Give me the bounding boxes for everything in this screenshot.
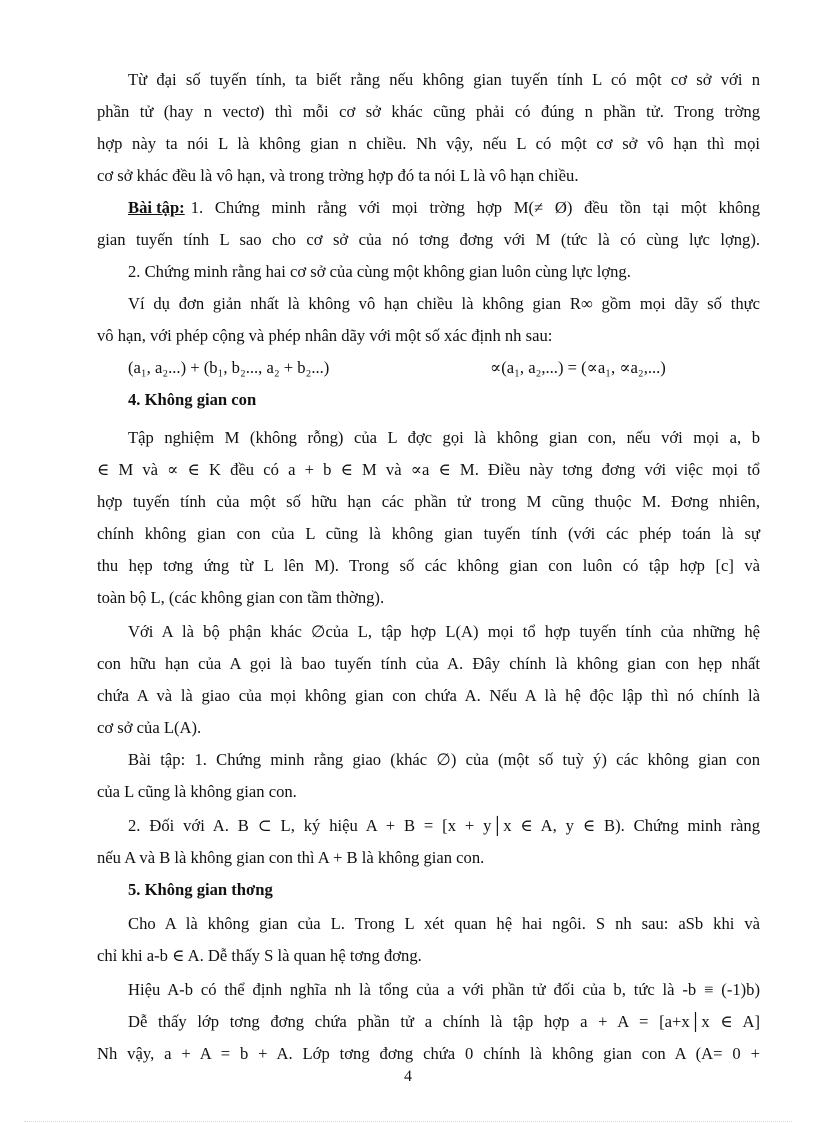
section-heading: 5. Không gian thơng xyxy=(128,880,273,899)
paragraph-line: Từ đại số tuyến tính, ta biết rằng nếu không gian tuyến tính L có một cơ sở với n xyxy=(128,70,760,89)
paragraph-line: Với A là bộ phận khác ∅của L, tập hợp L(A) mọi tổ hợp tuyến tính của những hệ xyxy=(128,622,760,641)
paragraph-line: gian tuyến tính L sao cho cơ sở của nó tơng đơng với M (tức là có cùng lực lợng). xyxy=(97,230,760,249)
formula-scalar: ∝(a₁, a₂,...) = (∝a₁, ∝a₂,...) xyxy=(490,358,666,377)
paragraph-line: Nh vậy, a + A = b + A. Lớp tơng đơng chứa 0 chính là không gian con A (A= 0 + xyxy=(97,1044,760,1063)
paragraph-line: phần tử (hay n vectơ) thì mỗi cơ sở khác cũng phải có đúng n phần tử. Trong trờng xyxy=(97,102,760,121)
paragraph-line: 2. Đối với A. B ⊂ L, ký hiệu A + B = [x + y│x ∈ A, y ∈ B). Chứng minh ràng xyxy=(128,816,760,835)
paragraph-line: Bài tập: 1. Chứng minh rằng giao (khác ∅) của (một số tuỳ ý) các không gian con xyxy=(128,750,760,769)
exercise-label: Bài tập: xyxy=(128,198,185,217)
paragraph-line: con hữu hạn của A gọi là bao tuyến tính của A. Đây chính là không gian con hẹp nhất xyxy=(97,654,760,673)
paragraph-line: Ví dụ đơn giản nhất là không vô hạn chiều là không gian R∞ gồm mọi dãy số thực xyxy=(128,294,760,313)
paragraph-line: cơ sở của L(A). xyxy=(97,718,202,737)
exercise-line xyxy=(128,198,760,218)
paragraph-line: thu hẹp tơng ứng từ L lên M). Trong số các không gian con luôn có tập hợp [c] và xyxy=(97,556,760,575)
paragraph-line: của L cũng là không gian con. xyxy=(97,782,297,801)
paragraph-line: hợp này ta nói L là không gian n chiều. Nh vậy, nếu L có một cơ sở vô hạn thì mọi xyxy=(97,134,760,153)
exercise-text: 1. Chứng minh rằng với mọi trờng hợp M(≠ Ø) đều tồn tại một không xyxy=(190,198,760,217)
formula-sum: (a₁, a₂...) + (b₁, b₂..., a₂ + b₂...) xyxy=(128,358,330,377)
paragraph-line: chỉ khi a-b ∈ A. Dễ thấy S là quan hệ tơng đơng. xyxy=(97,946,422,965)
paragraph-line: Cho A là không gian của L. Trong L xét quan hệ hai ngôi. S nh sau: aSb khi và xyxy=(128,914,760,933)
paragraph-line: nếu A và B là không gian con thì A + B là không gian con. xyxy=(97,848,485,867)
paragraph-line: Tập nghiệm M (không rỗng) của L đợc gọi là không gian con, nếu với mọi a, b xyxy=(128,428,760,447)
paragraph-line: Dễ thấy lớp tơng đơng chứa phần tử a chính là tập hợp a + A = [a+x│x ∈ A] xyxy=(128,1012,760,1031)
paragraph-line: Hiệu A-b có thể định nghĩa nh là tổng của a với phần tử đối của b, tức là -b ≡ (-1)b) xyxy=(128,980,760,999)
paragraph-line: ∈ M và ∝ ∈ K đều có a + b ∈ M và ∝a ∈ M. Điều này tơng đơng với việc mọi tổ xyxy=(97,460,760,479)
paragraph-line: chính không gian con của L cũng là không gian tuyến tính (với các phép toán là sự xyxy=(97,524,760,543)
page-number: 4 xyxy=(404,1068,412,1085)
paragraph-line: chứa A và là giao của mọi không gian con chứa A. Nếu A là hệ độc lập thì nó chính là xyxy=(97,686,760,705)
page-bottom-divider xyxy=(24,1121,792,1122)
paragraph-line: cơ sở khác đều là vô hạn, và trong trờng hợp đó ta nói L là vô hạn chiều. xyxy=(97,166,579,185)
section-heading: 4. Không gian con xyxy=(128,390,257,409)
paragraph-line: vô hạn, với phép cộng và phép nhân dãy với một số xác định nh sau: xyxy=(97,326,553,345)
paragraph-line: 2. Chứng minh rằng hai cơ sở của cùng một không gian luôn cùng lực lợng. xyxy=(128,262,631,281)
paragraph-line: toàn bộ L, (các không gian con tầm thờng). xyxy=(97,588,385,607)
paragraph-line: hợp tuyến tính của một số hữu hạn các phần tử trong M cũng thuộc M. Đơng nhiên, xyxy=(97,492,760,511)
